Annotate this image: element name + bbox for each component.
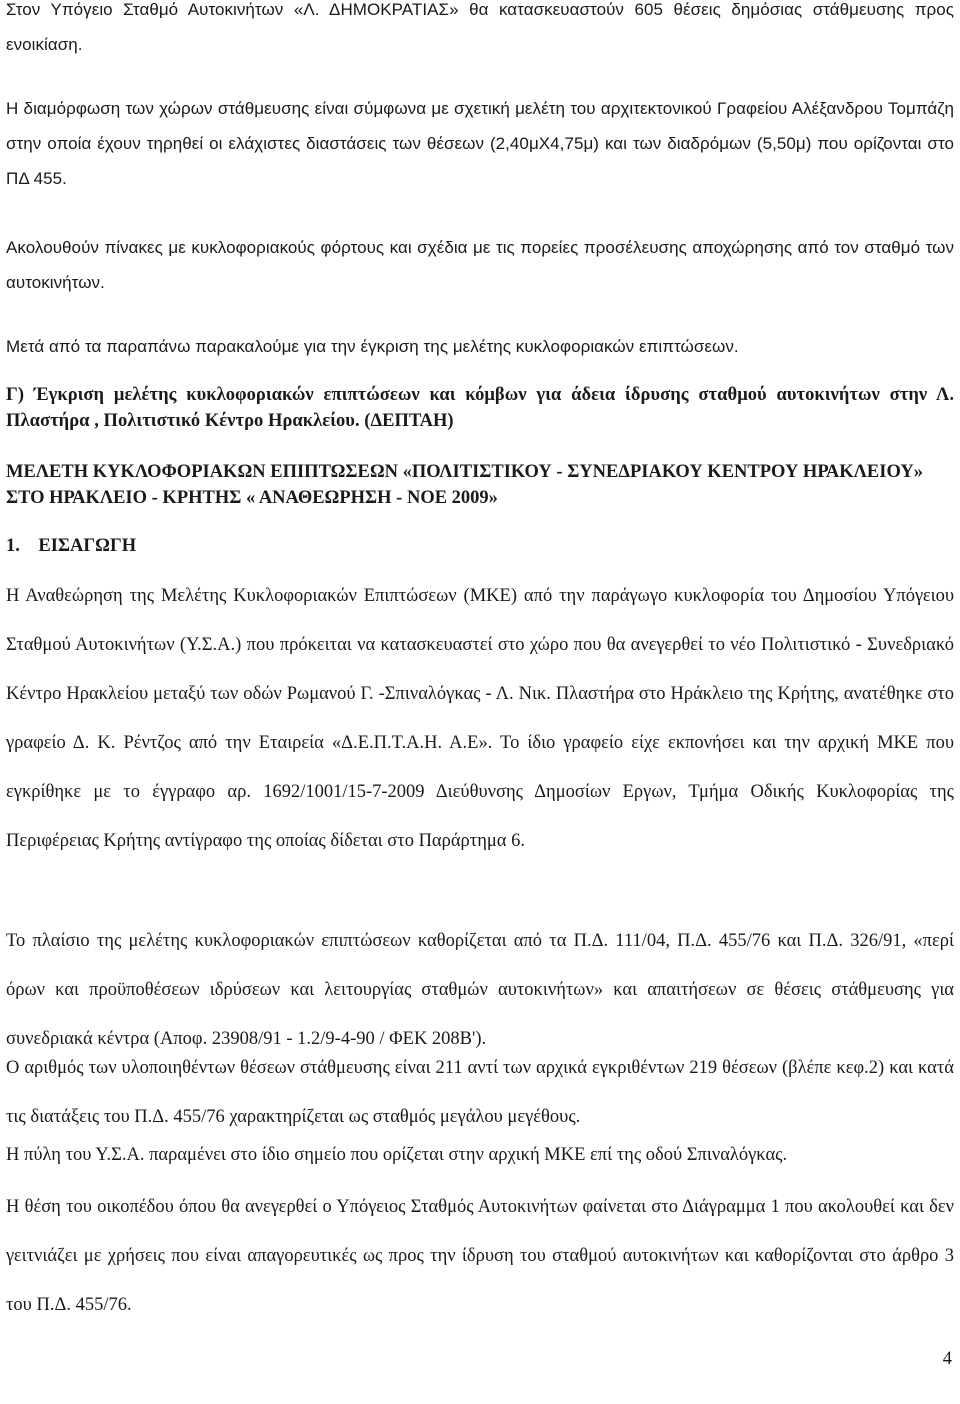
paragraph-traffic-tables: Ακολουθούν πίνακες με κυκλοφοριακούς φόρτους και σχέδια με τις πορείες προσέλευσης αποχώρησης από τον σταθμό των αυτοκινήτων.	[6, 238, 954, 292]
section-heading-approval: Γ) Έγκριση μελέτης κυκλοφοριακών επιπτώσεων και κόμβων για άδεια ίδρυσης σταθμού αυτοκινήτων στην Λ. Πλαστήρα , Πολιτιστικό Κέντρο Ηρακλείου. (ΔΕΠΤΑΗ)	[6, 385, 954, 431]
paragraph-introduction: Η Αναθεώρηση της Μελέτης Κυκλοφοριακών Επιπτώσεων (ΜΚΕ) από την παράγωγο κυκλοφορία του Δημοσίου Υπόγειου Σταθμού Αυτοκινήτων (Υ.Σ.Α.) που πρόκειται να κατασκευαστεί στο χώρο που θα ανεγερθεί το νέο Πολιτιστικό - Συνεδριακό Κέντρο Ηρακλείου μεταξύ των οδών Ρωμανού Γ. -Σπιναλόγκας - Λ. Νικ. Πλαστήρα στο Ηράκλειο της Κρήτης, ανατέθηκε στο γραφείο Δ. Κ. Ρέντζος από την Εταιρεία «Δ.Ε.Π.Τ.Α.Η. Α.Ε». Το ίδιο γραφείο είχε εκπονήσει και την αρχική ΜΚΕ που εγκρίθηκε με το έγγραφο αρ. 1692/1001/15-7-2009 Διεύθυνσης Δημοσίων Εργων, Τμήμα Οδικής Κυκλοφορίας της Περιφέρειας Κρήτης αντίγραφο της οποίας δίδεται στο Παράρτημα 6.	[6, 586, 954, 851]
paragraph-plot-location: Η θέση του οικοπέδου όπου θα ανεγερθεί ο Υπόγειος Σταθμός Αυτοκινήτων φαίνεται στο Διάγραμμα 1 που ακολουθεί και δεν γειτνιάζει με χρήσεις που είναι απαγορευτικές ως προς την ίδρυση του σταθμού αυτοκινήτων και καθορίζονται στο άρθρο 3 του Π.Δ. 455/76.	[6, 1197, 954, 1315]
study-title: ΜΕΛΕΤΗ ΚΥΚΛΟΦΟΡΙΑΚΩΝ ΕΠΙΠΤΩΣΕΩΝ «ΠΟΛΙΤΙΣΤΙΚΟΥ - ΣΥΝΕΔΡΙΑΚΟΥ ΚΕΝΤΡΟΥ ΗΡΑΚΛΕΙΟΥ» ΣΤΟ ΗΡΑΚΛΕΙΟ - ΚΡΗΤΗΣ « ΑΝΑΘΕΩΡΗΣΗ - ΝΟΕ 2009»	[6, 462, 923, 508]
paragraph-gate-location: Η πύλη του Υ.Σ.Α. παραμένει στο ίδιο σημείο που ορίζεται στην αρχική ΜΚΕ επί της οδού Σπιναλόγκας.	[6, 1145, 788, 1165]
paragraph-legal-framework: Το πλαίσιο της μελέτης κυκλοφοριακών επιπτώσεων καθορίζεται από τα Π.Δ. 111/04, Π.Δ. 455/76 και Π.Δ. 326/91, «περί όρων και προϋποθέσεων ιδρύσεων και λειτουργίας σταθμών αυτοκινήτων» και απαιτήσεων σε θέσεις στάθμευσης για συνεδριακά κέντρα (Αποφ. 23908/91 - 1.2/9-4-90 / ΦΕΚ 208Β').	[6, 931, 954, 1049]
chapter-heading-introduction: 1. ΕΙΣΑΓΩΓΗ	[6, 536, 137, 556]
paragraph-parking-spaces: Στον Υπόγειο Σταθμό Αυτοκινήτων «Λ. ΔΗΜΟΚΡΑΤΙΑΣ» θα κατασκευαστούν 605 θέσεις δημόσιας στάθμευσης προς ενοικίαση.	[6, 0, 954, 54]
page-number: 4	[942, 1349, 952, 1369]
paragraph-parking-count: Ο αριθμός των υλοποιηθέντων θέσεων στάθμευσης είναι 211 αντί των αρχικά εγκριθέντων 219 θέσεων (βλέπε κεφ.2) και κατά τις διατάξεις του Π.Δ. 455/76 χαρακτηρίζεται ως σταθμός μεγάλου μεγέθους.	[6, 1058, 954, 1127]
paragraph-approval-request: Μετά από τα παραπάνω παρακαλούμε για την έγκριση της μελέτης κυκλοφοριακών επιπτώσεων.	[6, 337, 739, 356]
paragraph-layout-study: Η διαμόρφωση των χώρων στάθμευσης είναι σύμφωνα με σχετική μελέτη του αρχιτεκτονικού Γραφείου Αλέξανδρου Τομπάζη στην οποία έχουν τηρηθεί οι ελάχιστες διαστάσεις των θέσεων (2,40μΧ4,75μ) και των διαδρόμων (5,50μ) που ορίζονται στο ΠΔ 455.	[6, 99, 954, 188]
